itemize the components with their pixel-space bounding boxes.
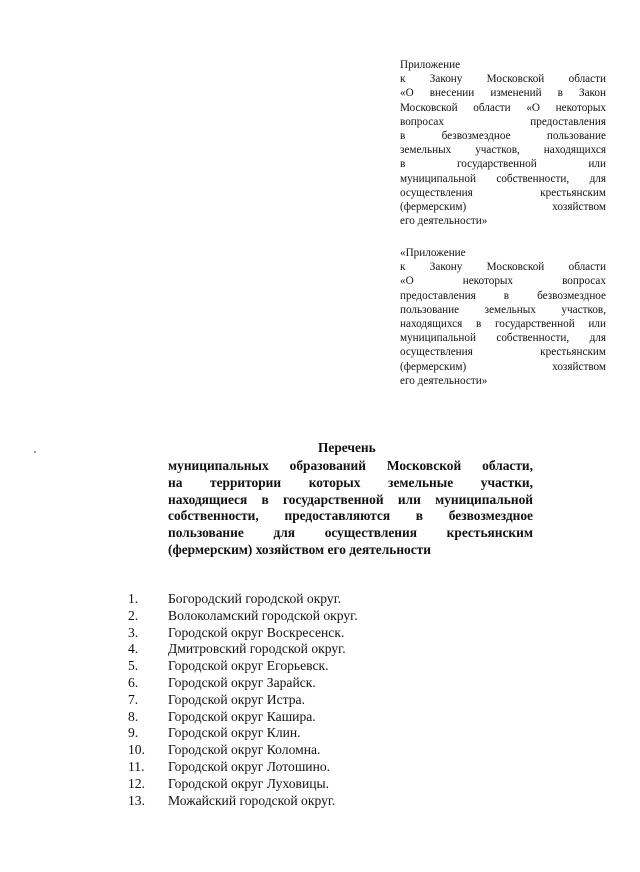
list-item-number: 9. xyxy=(128,725,139,741)
list-item-number: 8. xyxy=(128,708,139,724)
list-item-number: 11. xyxy=(128,758,145,774)
list-item xyxy=(128,608,358,625)
list-item xyxy=(128,591,358,608)
list-item-number: 6. xyxy=(128,674,139,690)
list-item-name: Городской округ Воскресенск. xyxy=(168,624,345,640)
annex-line: Приложение xyxy=(400,59,461,71)
annex-line: в государственной или xyxy=(400,158,606,171)
list-item-name: Городской округ Истра. xyxy=(168,691,305,707)
annex-line: находящихся в государственной или xyxy=(400,318,606,331)
list-item xyxy=(128,692,358,709)
list-item-name: Городской округ Луховицы. xyxy=(168,775,330,791)
list-item xyxy=(128,675,358,692)
annex-line: вопросах предоставления xyxy=(400,115,606,128)
list-item-name: Городской округ Клин. xyxy=(168,725,301,741)
annex-note-amendment xyxy=(400,58,606,228)
list-item-number: 2. xyxy=(128,607,139,623)
annex-line: муниципальной собственности, для xyxy=(400,172,606,185)
subtitle-line: находящиеся в государственной или муниципальной xyxy=(168,491,533,507)
annex-line: осуществления крестьянским xyxy=(400,186,606,199)
municipality-list xyxy=(128,591,358,809)
list-item-name: Городской округ Коломна. xyxy=(168,742,321,758)
subtitle-line: собственности, предоставляются в безвозмездное xyxy=(168,508,533,524)
document-subtitle xyxy=(168,458,533,559)
list-item-name: Городской округ Кашира. xyxy=(168,708,316,724)
list-item-name: Волоколамский городской округ. xyxy=(168,607,358,623)
subtitle-line: (фермерским) хозяйством его деятельности xyxy=(168,541,431,557)
annex-line: (фермерским) хозяйством xyxy=(400,201,606,214)
annex-line: (фермерским) хозяйством xyxy=(400,360,606,373)
annex-line: его деятельности» xyxy=(400,374,488,387)
list-item-number: 7. xyxy=(128,691,139,707)
list-item xyxy=(128,725,358,742)
list-item-name: Богородский городской округ. xyxy=(168,591,342,606)
annex-note-original xyxy=(400,246,606,388)
list-item-number: 1. xyxy=(128,591,139,606)
annex-line: к Закону Московской области xyxy=(400,261,606,274)
list-item xyxy=(128,658,358,675)
list-item-name: Можайский городской округ. xyxy=(168,792,336,808)
list-item xyxy=(128,709,358,726)
annex-line: Московской области «О некоторых xyxy=(400,101,606,114)
annex-line: муниципальной собственности, для xyxy=(400,332,606,345)
list-item xyxy=(128,625,358,642)
annex-line: предоставления в безвозмездное xyxy=(400,289,606,302)
list-item-number: 3. xyxy=(128,624,139,640)
list-item-name: Дмитровский городской округ. xyxy=(168,641,346,657)
annex-line: пользование земельных участков, xyxy=(400,303,606,316)
annex-line: его деятельности» xyxy=(400,215,488,228)
subtitle-line: пользование для осуществления крестьянским xyxy=(168,525,533,541)
annex-line: «Приложение xyxy=(400,247,466,259)
annex-line: земельных участков, находящихся xyxy=(400,144,606,157)
annex-line: к Закону Московской области xyxy=(400,73,606,86)
list-item xyxy=(128,742,358,759)
list-item xyxy=(128,641,358,658)
list-item-number: 4. xyxy=(128,641,139,657)
annex-line: «О некоторых вопросах xyxy=(400,275,606,288)
list-item-number: 13. xyxy=(128,792,145,808)
list-item-name: Городской округ Зарайск. xyxy=(168,674,316,690)
annex-line: «О внесении изменений в Закон xyxy=(400,87,606,100)
scan-speck xyxy=(34,451,36,453)
list-item-name: Городской округ Лотошино. xyxy=(168,758,331,774)
annex-line: в безвозмездное пользование xyxy=(400,130,606,143)
subtitle-line: муниципальных образований Московской области, xyxy=(168,458,533,473)
list-item xyxy=(128,776,358,793)
list-item-number: 12. xyxy=(128,775,145,791)
list-item xyxy=(128,793,358,810)
document-title: Перечень xyxy=(318,440,376,455)
list-item-number: 10. xyxy=(128,742,145,758)
annex-line: осуществления крестьянским xyxy=(400,346,606,359)
list-item xyxy=(128,759,358,776)
list-item-name: Городской округ Егорьевск. xyxy=(168,658,329,674)
subtitle-line: на территории которых земельные участки, xyxy=(168,474,533,490)
list-item-number: 5. xyxy=(128,658,139,674)
